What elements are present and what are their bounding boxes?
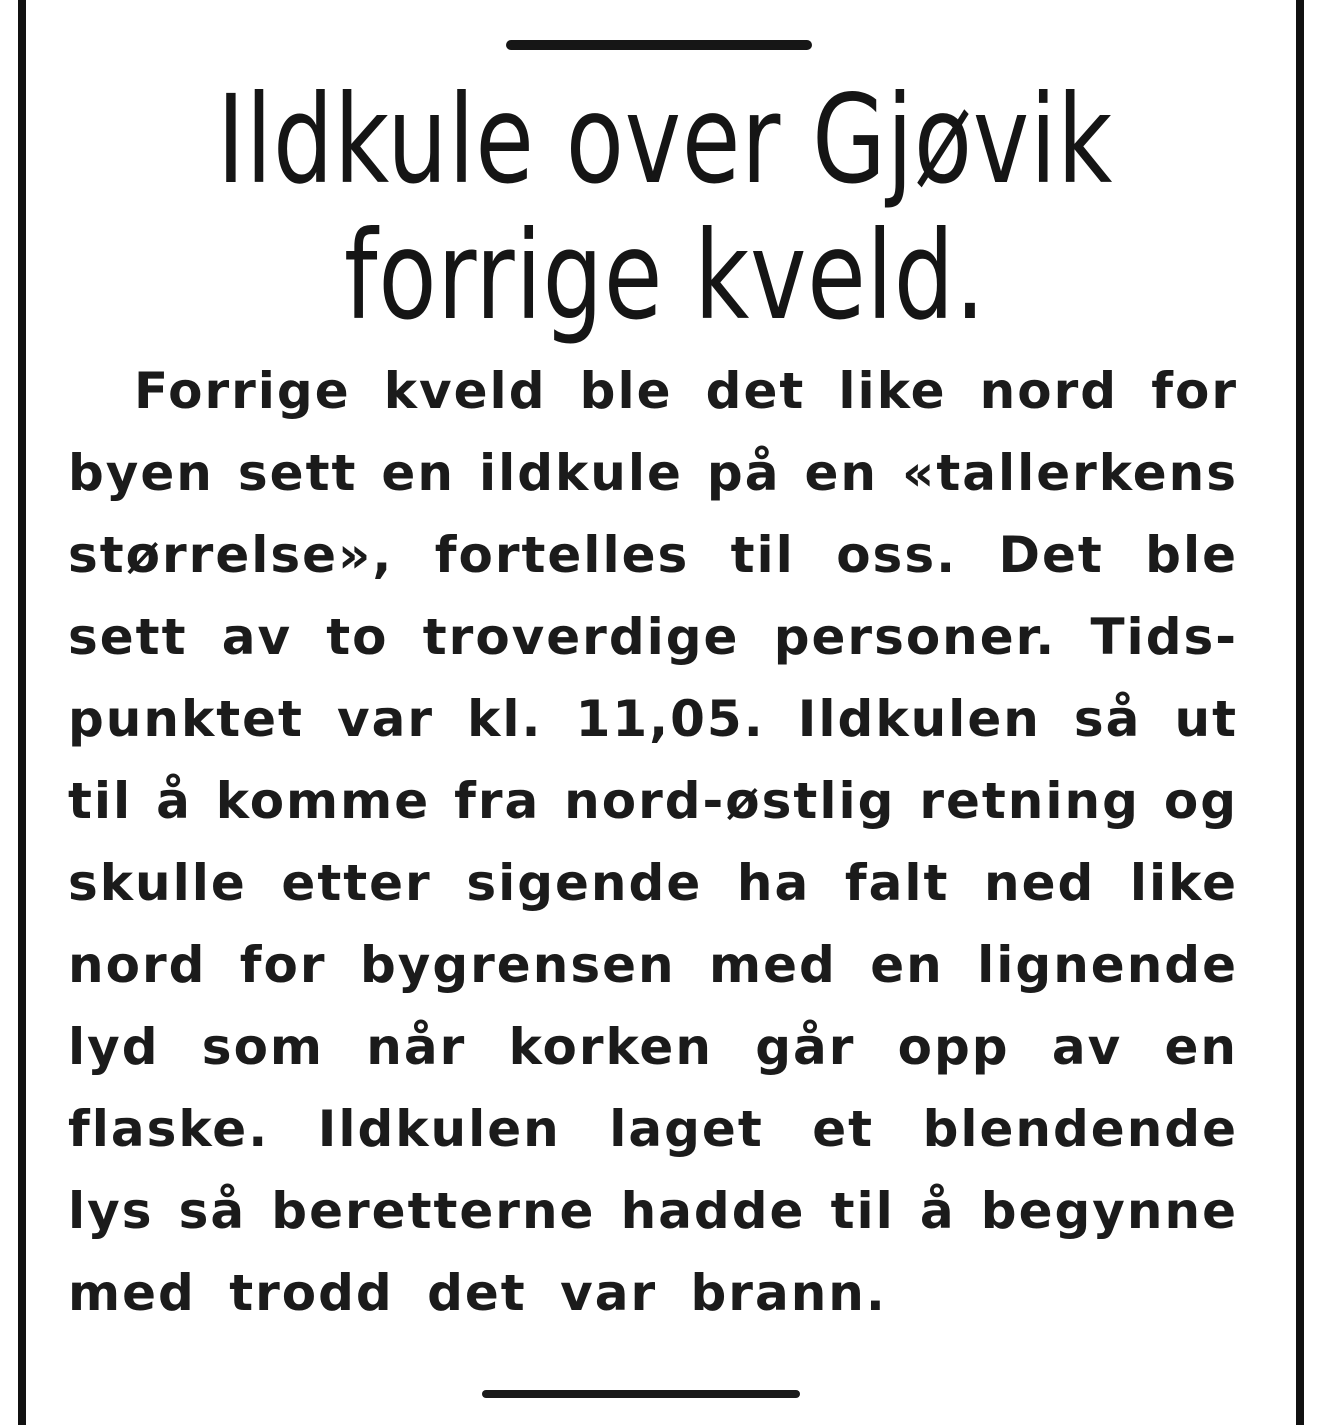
top-rule	[506, 40, 812, 50]
column-border-left	[18, 0, 26, 1425]
body-line: punktet var kl. 11,05. Ildkulen så ut	[68, 690, 1238, 748]
bottom-rule	[482, 1390, 800, 1398]
body-line: flaske. Ildkulen laget et blendende	[68, 1100, 1238, 1158]
article-body	[68, 350, 1238, 1334]
body-line: sett av to troverdige personer. Tids-	[68, 608, 1238, 666]
body-line: byen sett en ildkule på en «tallerkens	[68, 444, 1238, 502]
body-line: skulle etter sigende ha falt ned like	[68, 854, 1238, 912]
body-line: lyd som når korken går opp av en	[68, 1018, 1238, 1076]
body-line: til å komme fra nord-østlig retning og	[68, 772, 1238, 830]
headline-line-2: forrige kveld.	[344, 205, 986, 347]
headline-line-1: Ildkule over Gjøvik	[216, 69, 1114, 211]
column-border-right	[1296, 0, 1304, 1425]
body-line: med trodd det var brann.	[68, 1264, 887, 1322]
body-line: nord for bygrensen med en lignende	[68, 936, 1238, 994]
body-line: lys så beretterne hadde til å begynne	[68, 1182, 1238, 1240]
body-line: Forrige kveld ble det like nord for	[134, 362, 1238, 420]
body-line: størrelse», fortelles til oss. Det ble	[68, 526, 1238, 584]
headline	[178, 69, 1153, 347]
